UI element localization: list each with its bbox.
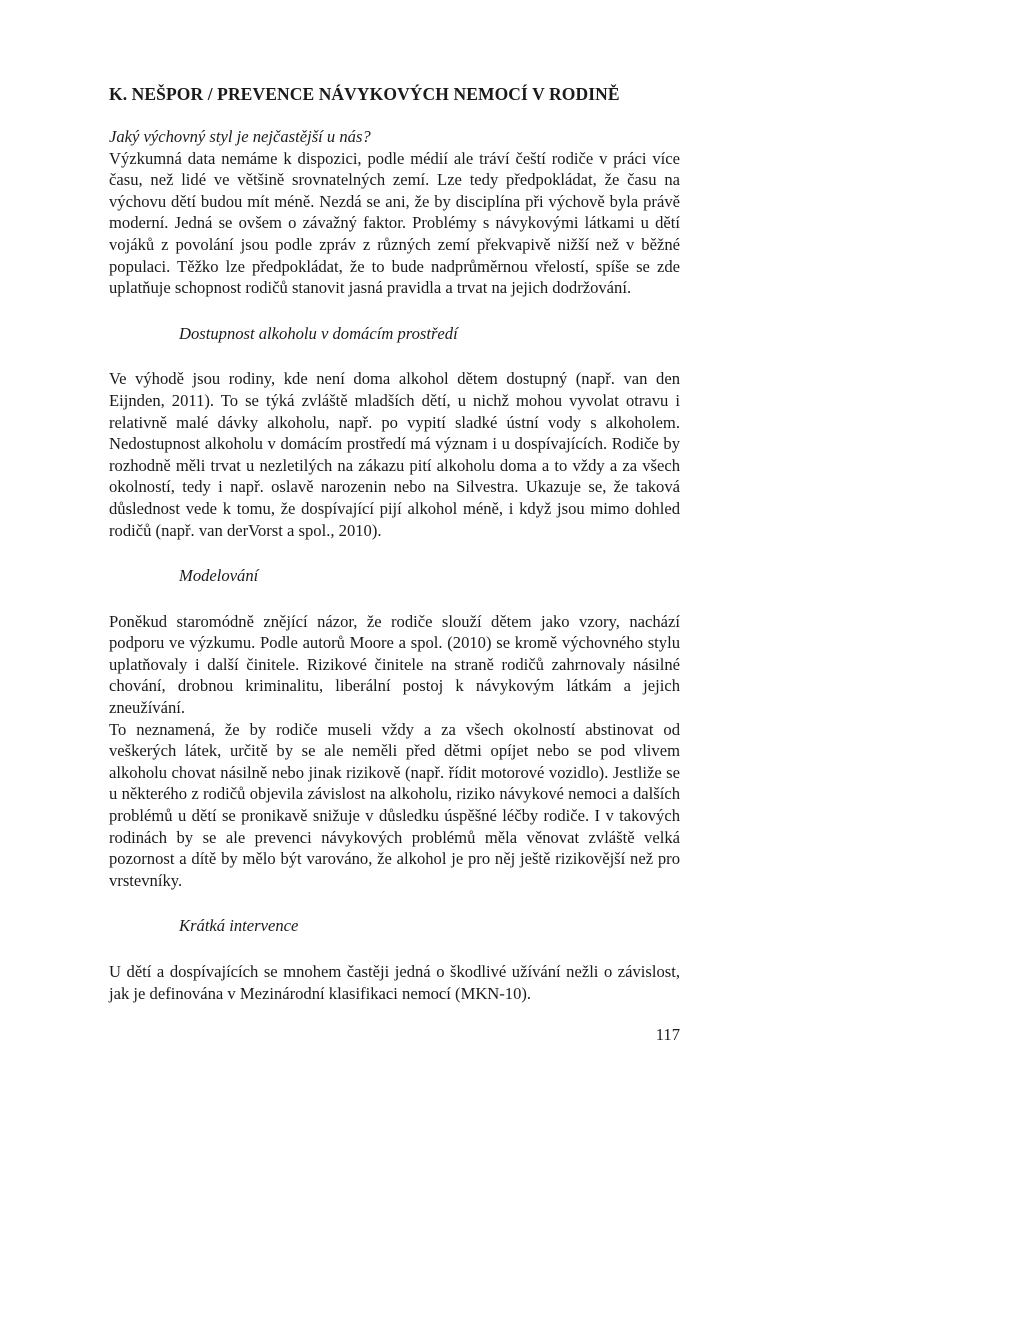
- section-heading-modeling: Modelování: [179, 566, 259, 586]
- modeling-paragraph-1: Poněkud staromódně znějící názor, že rodiče slouží dětem jako vzory, nachází podporu ve výzkumu. Podle autorů Moore a spol. (2010) se kromě výchovného stylu uplatňovaly i další činitele. Rizikové činitele na straně rodičů zahrnovaly násilné chování, drobnou kriminalitu, liberální postoj k návykovým látkám a jejich zneužívání.: [109, 611, 680, 718]
- brief-intervention-paragraph: U dětí a dospívajících se mnohem častěji jedná o škodlivé užívání nežli o závislost, jak je definována v Mezinárodní klasifikaci nemocí (MKN-10).: [109, 962, 680, 1003]
- section-heading-availability: Dostupnost alkoholu v domácím prostředí: [179, 323, 458, 343]
- section-heading-brief-intervention: Krátká intervence: [179, 916, 299, 936]
- modeling-paragraph-2: To neznamená, že by rodiče museli vždy a za všech okolností abstinovat od veškerých látek, určitě by se ale neměli před dětmi opíjet nebo se pod vlivem alkoholu chovat násilně nebo jinak rizikově (např. řídit motorové vozidlo). Jestliže se u některého z rodičů objevila závislost na alkoholu, riziko návykové nemoci a dalších problémů u dětí se pronikavě snižuje v důsledku úspěšné léčby rodiče. I v takových rodinách by se ale prevenci návykových problémů měla věnovat zvláště velká pozornost a dítě by mělo být varováno, že alkohol je pro něj ještě rizikovější než pro vrstevníky.: [109, 719, 680, 890]
- intro-question: Jaký výchovný styl je nejčastější u nás?: [109, 127, 371, 146]
- availability-paragraph: Ve výhodě jsou rodiny, kde není doma alkohol dětem dostupný (např. van den Eijnden, 2011). To se týká zvláště mladších dětí, u nichž mohou vyvolat otravu i relativně malé dávky alkoholu, např. po vypití sladké ústní vody s alkoholem. Nedostupnost alkoholu v domácím prostředí má význam i u dospívajících. Rodiče by rozhodně měli trvat u nezletilých na zákazu pití alkoholu doma a to vždy a za všech okolností, tedy i např. oslavě narozenin nebo na Silvestra. Ukazuje se, že taková důslednost vede k tomu, že dospívající pijí alkohol méně, i když jsou mimo dohled rodičů (např. van derVorst a spol., 2010).: [109, 369, 680, 540]
- intro-paragraph: Výzkumná data nemáme k dispozici, podle médií ale tráví čeští rodiče v práci více času, než lidé ve většině srovnatelných zemí. Lze tedy předpokládat, že času na výchovu dětí budou mít méně. Nezdá se ani, že by disciplína při výchově byla právě moderní. Jedná se ovšem o závažný faktor. Problémy s návykovými látkami u dětí vojáků z povolání jsou podle zpráv z různých zemí překvapivě nižší než v běžné populaci. Těžko lze předpokládat, že to bude nadprůměrnou vřelostí, spíše se zde uplatňuje schopnost rodičů stanovit jasná pravidla a trvat na jejich dodržování.: [109, 148, 680, 298]
- page-number: 117: [655, 1025, 680, 1044]
- running-head: K. NEŠPOR / PREVENCE NÁVYKOVÝCH NEMOCÍ V RODINĚ: [109, 84, 620, 104]
- page-body: [109, 82, 680, 1004]
